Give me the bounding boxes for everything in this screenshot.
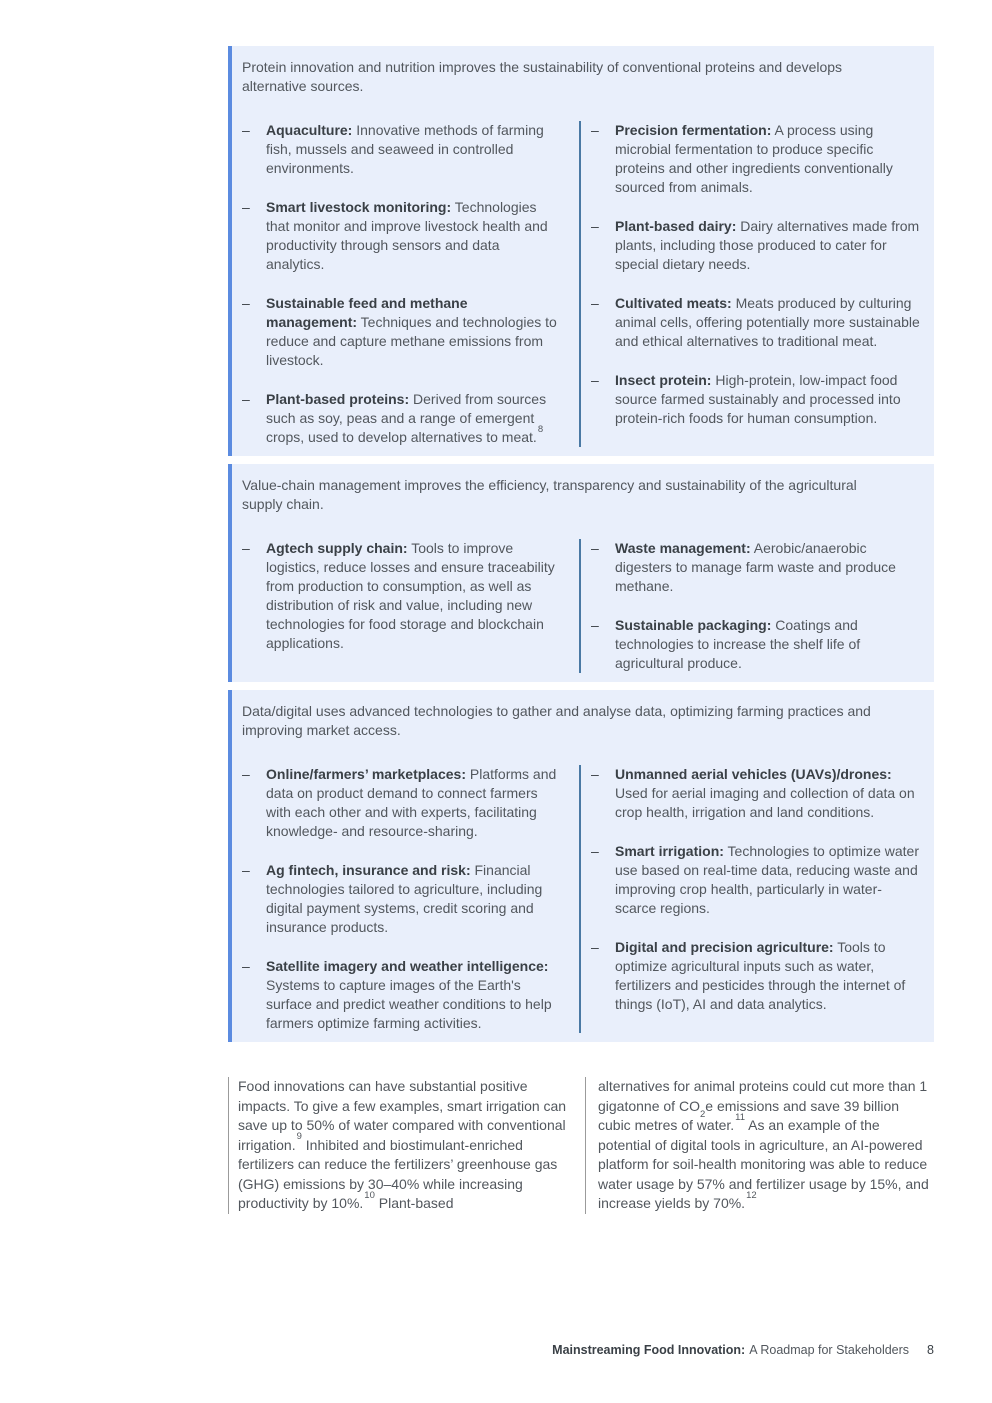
bullet-dash-icon: – xyxy=(591,617,599,633)
bullet-term: Digital and precision agriculture: xyxy=(615,939,834,955)
bullet-text: Insect protein: High-protein, low-impact food source farmed sustainably and processed into protein-rich foods for human consumption. xyxy=(615,372,901,426)
bullet-text: Agtech supply chain: Tools to improve logistics, reduce losses and ensure traceability from production to consumption, as well as distribution of risk and value, including new technologies for food storage and blockchain applications. xyxy=(266,540,555,651)
bullet-dash-icon: – xyxy=(591,939,599,955)
report-body xyxy=(228,46,934,1228)
bullet-dash-icon: – xyxy=(242,199,250,215)
bullet-text: Waste management: Aerobic/anaerobic digesters to manage farm waste and produce methane. xyxy=(615,540,896,594)
bullet-item xyxy=(591,121,920,197)
bullet-dash-icon: – xyxy=(591,843,599,859)
bullet-dash-icon: – xyxy=(242,766,250,782)
bullet-dash-icon: – xyxy=(242,540,250,556)
bullet-item xyxy=(591,842,920,918)
column-divider-line xyxy=(579,539,581,673)
bullet-term: Satellite imagery and weather intelligence: xyxy=(266,958,549,974)
bullet-dash-icon: – xyxy=(591,540,599,556)
bullet-text: Sustainable feed and methane management: Techniques and technologies to reduce and capture methane emissions from livestock. xyxy=(266,295,557,368)
bullet-item xyxy=(591,616,920,673)
bullet-dash-icon: – xyxy=(242,391,250,407)
bullet-text: Unmanned aerial vehicles (UAVs)/drones: Used for aerial imaging and collection of data on crop health, irrigation and land conditions. xyxy=(615,766,915,820)
footnote-reference: 10 xyxy=(364,1189,375,1201)
bullet-dash-icon: – xyxy=(591,122,599,138)
theme-box-1 xyxy=(228,46,934,456)
bullet-term: Sustainable feed and methane management: xyxy=(266,295,468,330)
bullet-item xyxy=(591,539,920,596)
bullet-text: Ag fintech, insurance and risk: Financial technologies tailored to agriculture, including digital payment systems, credit scoring and insurance products. xyxy=(266,862,543,935)
bullet-text: Plant-based proteins: Derived from sources such as soy, peas and a range of emergent crops, used to develop alternatives to meat.$^8$ xyxy=(266,391,547,445)
bullet-dash-icon: – xyxy=(591,372,599,388)
bullet-item xyxy=(242,121,561,178)
closing-right-column: alternatives for animal proteins could cut more than 1 gigatonne of $CO_2e$ emissions and save 39 billion cubic metres of water.$^{11}$ As an example of the potential of digital tools in agriculture, an AI-powered platform for soil-health monitoring was able to reduce water usage by 57% and fertilizer usage by 15%, and increase yields by 70%.$^{12}$ xyxy=(585,1077,934,1214)
footnote-reference: 9 xyxy=(296,1131,302,1143)
theme-left-column xyxy=(242,765,561,1033)
bullet-term: Ag fintech, insurance and risk: xyxy=(266,862,471,878)
bullet-term: Smart irrigation: xyxy=(615,843,724,859)
theme-right-column xyxy=(591,121,920,447)
footnote-reference: 12 xyxy=(746,1189,757,1201)
bullet-text: Smart irrigation: Technologies to optimize water use based on real-time data, reducing waste and improving crop health, particularly in water-scarce regions. xyxy=(615,843,919,916)
theme-left-column xyxy=(242,539,561,673)
bullet-item xyxy=(242,294,561,370)
bullet-dash-icon: – xyxy=(591,766,599,782)
theme-columns xyxy=(242,765,920,1033)
theme-columns xyxy=(242,539,920,673)
bullet-text: Aquaculture: Innovative methods of farming fish, mussels and seaweed in controlled environments. xyxy=(266,122,544,176)
bullet-dash-icon: – xyxy=(242,862,250,878)
column-divider-line xyxy=(579,121,581,447)
closing-paragraphs xyxy=(228,1063,934,1228)
footnote-reference: 11 xyxy=(735,1111,746,1123)
theme-intro-text: Data/digital uses advanced technologies to gather and analyse data, optimizing farming practices and improving market access. xyxy=(242,703,871,738)
bullet-item xyxy=(591,938,920,1014)
theme-intro-text: Protein innovation and nutrition improves the sustainability of conventional proteins and develops alternative sources. xyxy=(242,59,843,94)
bullet-text: Online/farmers’ marketplaces: Platforms and data on product demand to connect farmers with each other and with experts, facilitating knowledge- and resource-sharing. xyxy=(266,766,557,839)
bullet-term: Aquaculture: xyxy=(266,122,353,138)
bullet-text: Smart livestock monitoring: Technologies that monitor and improve livestock health and productivity through sensors and data analytics. xyxy=(266,199,548,272)
theme-columns xyxy=(242,121,920,447)
bullet-item xyxy=(591,765,920,822)
bullet-item xyxy=(242,957,561,1033)
bullet-text: Cultivated meats: Meats produced by culturing animal cells, offering potentially more sustainable and ethical alternatives to traditional meat. xyxy=(615,295,920,349)
bullet-term: Precision fermentation: xyxy=(615,122,772,138)
bullet-item xyxy=(242,765,561,841)
column-divider-line xyxy=(579,765,581,1033)
bullet-item xyxy=(242,539,561,653)
bullet-term: Plant-based proteins: xyxy=(266,391,410,407)
bullet-term: Insect protein: xyxy=(615,372,712,388)
bullet-item xyxy=(242,390,561,447)
theme-intro-text: Value-chain management improves the efficiency, transparency and sustainability of the agricultural supply chain. xyxy=(242,477,857,512)
footer-report-subtitle: A Roadmap for Stakeholders xyxy=(749,1343,910,1357)
bullet-term: Online/farmers’ marketplaces: xyxy=(266,766,466,782)
bullet-text: Satellite imagery and weather intelligence: Systems to capture images of the Earth's surface and predict weather conditions to help farmers optimize farming activities. xyxy=(266,958,552,1031)
footer-report-title: Mainstreaming Food Innovation: xyxy=(552,1343,746,1357)
bullet-dash-icon: – xyxy=(591,295,599,311)
bullet-term: Cultivated meats: xyxy=(615,295,732,311)
bullet-item xyxy=(591,217,920,274)
bullet-term: Agtech supply chain: xyxy=(266,540,408,556)
bullet-text: Precision fermentation: A process using microbial fermentation to produce specific proteins and other ingredients conventionally sourced from animals. xyxy=(615,122,893,195)
theme-box-3 xyxy=(228,690,934,1042)
innovation-theme-boxes xyxy=(228,46,934,1042)
bullet-term: Smart livestock monitoring: xyxy=(266,199,452,215)
bullet-item xyxy=(242,198,561,274)
bullet-text: Plant-based dairy: Dairy alternatives made from plants, including those produced to cater for special dietary needs. xyxy=(615,218,920,272)
bullet-item xyxy=(242,861,561,937)
theme-right-column xyxy=(591,765,920,1033)
closing-left-column: Food innovations can have substantial positive impacts. To give a few examples, smart irrigation can save up to 50% of water compared with conventional irrigation.$^9$ Inhibited and biostimulant-enriched fertilizers can reduce the fertilizers’ greenhouse gas (GHG) emissions by 30–40% while increasing productivity by 10%.$^{10}$ Plant-based xyxy=(228,1077,570,1214)
bullet-term: Unmanned aerial vehicles (UAVs)/drones: xyxy=(615,766,892,782)
theme-left-column xyxy=(242,121,561,447)
theme-right-column xyxy=(591,539,920,673)
bullet-text: Digital and precision agriculture: Tools to optimize agricultural inputs such as water, fertilizers and pesticides through the internet of things (IoT), AI and data analytics. xyxy=(615,939,906,1012)
footer-page-number: 8 xyxy=(927,1343,934,1357)
bullet-term: Waste management: xyxy=(615,540,751,556)
bullet-dash-icon: – xyxy=(242,295,250,311)
bullet-dash-icon: – xyxy=(591,218,599,234)
bullet-item xyxy=(591,371,920,428)
bullet-term: Plant-based dairy: xyxy=(615,218,737,234)
bullet-term: Sustainable packaging: xyxy=(615,617,772,633)
footnote-reference: 8 xyxy=(537,423,544,435)
chemical-subscript: 2 xyxy=(699,1108,706,1120)
bullet-dash-icon: – xyxy=(242,958,250,974)
bullet-dash-icon: – xyxy=(242,122,250,138)
bullet-item xyxy=(591,294,920,351)
page-footer xyxy=(228,1342,934,1358)
theme-box-2 xyxy=(228,464,934,682)
bullet-text: Sustainable packaging: Coatings and technologies to increase the shelf life of agricultural produce. xyxy=(615,617,861,671)
